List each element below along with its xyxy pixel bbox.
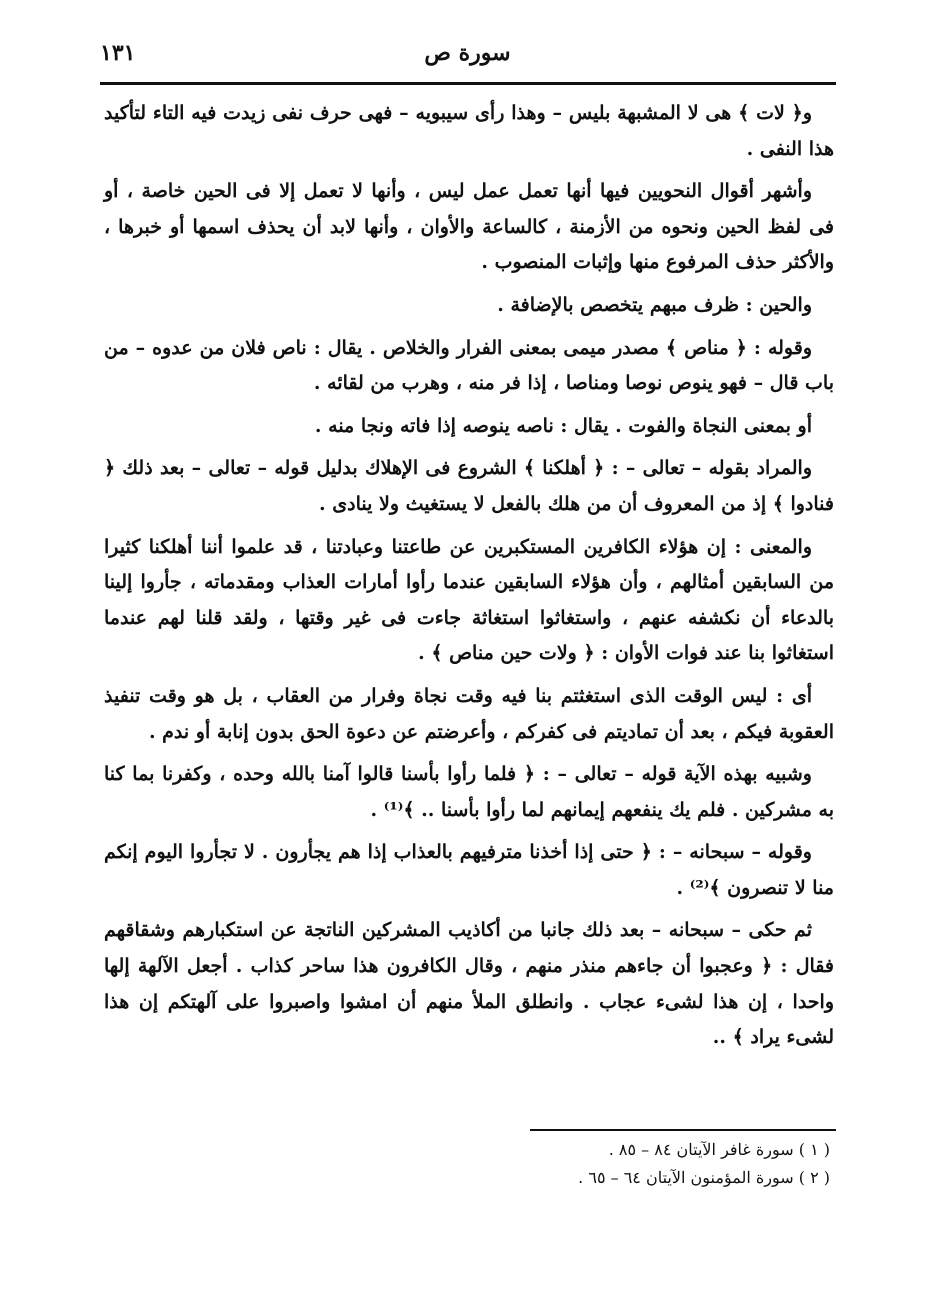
paragraph: والمراد بقوله – تعالى – : ﴿ أهلكنا ﴾ الشروع فى الإهلاك بدليل قوله – تعالى – بعد ذلك ﴿ فنادوا ﴾ إذ من المعروف أن من هلك بالفعل لا يستغيث ولا ينادى . [104,457,834,515]
footnote: ( ١ ) سورة غافر الآيتان ٨٤ – ٨٥ . [608,1140,830,1159]
footnotes [330,1136,830,1192]
paragraph: وقوله : ﴿ مناص ﴾ مصدر ميمى بمعنى الفرار والخلاص . يقال : ناص فلان من عدوه – من باب قال – فهو ينوص نوصا ومناصا ، إذا فر منه ، وهرب من لقائه . [104,336,834,395]
page-header [100,36,835,76]
paragraph: أى : ليس الوقت الذى استغثتم بنا فيه وقت نجاة وفرار من العقاب ، بل هو وقت تنفيذ العقوبة فيكم ، بعد أن تماديتم فى كفركم ، وأعرضتم عن دعوة الحق بدون إنابة أو ندم . [104,684,834,743]
paragraph: وقوله – سبحانه – : ﴿ حتى إذا أخذنا مترفيهم بالعذاب إذا هم يجأرون . لا تجأروا اليوم إنكم منا لا تنصرون ﴾⁽²⁾ . [104,841,834,899]
paragraph: أو بمعنى النجاة والفوت . يقال : ناصه ينوصه إذا فاته ونجا منه . [314,414,812,437]
paragraph: وشبيه بهذه الآية قوله – تعالى – : ﴿ فلما رأوا بأسنا قالوا آمنا بالله وحده ، وكفرنا بما كنا به مشركين . فلم يك ينفعهم إيمانهم لما رأوا بأسنا .. ﴾⁽¹⁾ . [104,763,834,821]
paragraph: ثم حكى – سبحانه – بعد ذلك جانبا من أكاذيب المشركين الناتجة عن استكبارهم وشقاقهم فقال : ﴿ وعجبوا أن جاءهم منذر منهم ، وقال الكافرون هذا ساحر كذاب . أجعل الآلهة إلها واحدا ، إن هذا لشىء عجاب . وانطلق الملأ منهم أن امشوا واصبروا على آلهتكم إن هذا لشىء يراد ﴾ .. [104,919,834,1049]
paragraph: و﴿ لات ﴾ هى لا المشبهة بليس – وهذا رأى سيبويه – فهى حرف نفى زيدت فيه التاء لتأكيد هذا النفى . [104,102,834,160]
footnote-divider [530,1129,836,1131]
page-number: ١٣١ [100,40,136,66]
header-divider [100,82,836,85]
footnote: ( ٢ ) سورة المؤمنون الآيتان ٦٤ – ٦٥ . [578,1168,830,1187]
body-text [104,96,834,1063]
paragraph: والحين : ظرف مبهم يتخصص بالإضافة . [497,293,812,316]
paragraph: والمعنى : إن هؤلاء الكافرين المستكبرين عن طاعتنا وعبادتنا ، قد علموا أننا أهلكنا كثيرا من السابقين أمثالهم ، وأن هؤلاء السابقين عندما رأوا أمارات العذاب ومقدماته ، جأروا إلينا بالدعاء أن نكشفه عنهم ، واستغاثوا استغاثة جاءت فى غير وقتها ، ولقد قلنا لهم عندما استغاثوا بنا عند فوات الأوان : ﴿ ولات حين مناص ﴾ . [104,535,834,665]
running-title: سورة ص [424,40,511,66]
paragraph: وأشهر أقوال النحويين فيها أنها تعمل عمل ليس ، وأنها لا تعمل إلا فى الحين خاصة ، أو فى لفظ الحين ونحوه من الأزمنة ، كالساعة والأوان ، وأنها لابد أن يحذف اسمها أو خبرها ، والأكثر حذف المرفوع منها وإثبات المنصوب . [104,180,834,274]
